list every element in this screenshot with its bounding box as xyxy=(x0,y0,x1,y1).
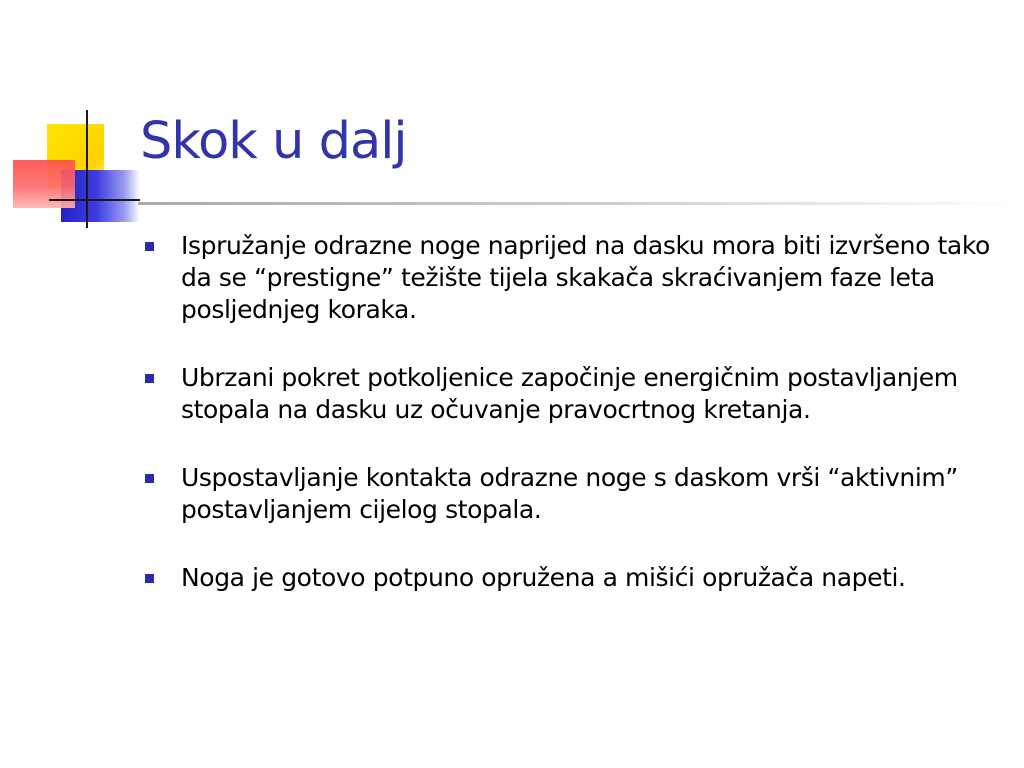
square-bullet-icon xyxy=(145,474,154,483)
bullet-text: Uspostavljanje kontakta odrazne noge s daskom vrši “aktivnim” postavljanjem cijelog stopala. xyxy=(181,463,958,524)
square-bullet-icon xyxy=(145,242,154,251)
slide-title: Skok u dalj xyxy=(140,112,407,171)
bullet-item xyxy=(145,462,995,526)
square-bullet-icon xyxy=(145,374,154,383)
bullet-item xyxy=(145,562,995,594)
vertical-line xyxy=(86,110,88,228)
square-bullet-icon xyxy=(145,574,154,583)
horizontal-line xyxy=(49,199,140,201)
colored-squares-logo-icon xyxy=(0,0,140,240)
bullet-item xyxy=(145,230,995,326)
title-divider xyxy=(138,202,1018,205)
bullet-text: Ispružanje odrazne noge naprijed na dasku mora biti izvršeno tako da se “prestigne” težište tijela skakača skraćivanjem faze leta posljednjeg koraka. xyxy=(181,231,990,324)
bullet-text: Noga je gotovo potpuno opružena a mišići opružača napeti. xyxy=(181,563,906,592)
bullet-item xyxy=(145,362,995,426)
bullet-text: Ubrzani pokret potkoljenice započinje energičnim postavljanjem stopala na dasku uz očuvanje pravocrtnog kretanja. xyxy=(181,363,958,424)
bullet-list xyxy=(145,230,995,594)
